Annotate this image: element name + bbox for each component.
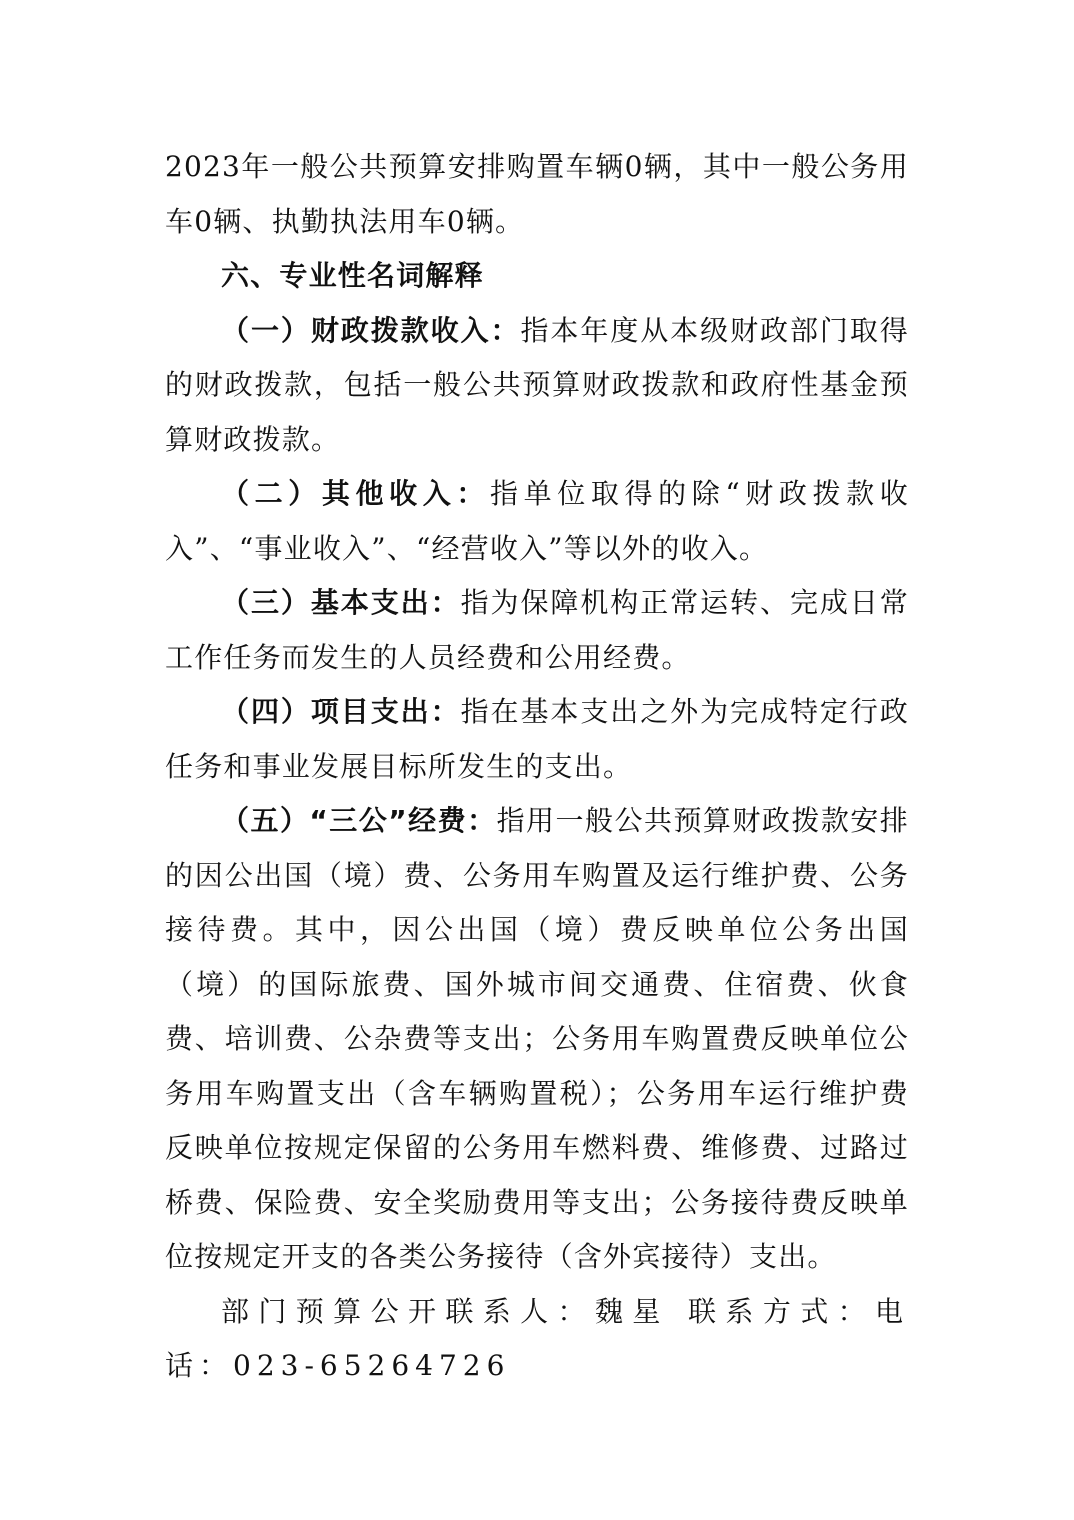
definition-term-4: （四）项目支出：: [221, 695, 461, 728]
section-heading-text: 六、专业性名词解释: [221, 259, 484, 292]
definition-term-5: （五）“三公”经费：: [221, 804, 497, 837]
definition-text-3: 指为保障机构正常运转、完成日常工作任务而发生的人员经费和公用经费。: [165, 586, 909, 674]
definition-term-2: （二）其他收入：: [221, 477, 490, 510]
definition-text-5: 指用一般公共预算财政拨款安排的因公出国（境）费、公务用车购置及运行维护费、公务接待费。其中，因公出国（境）费反映单位公务出国（境）的国际旅费、国外城市间交通费、住宿费、伙食费、培训费、公杂费等支出；公务用车购置费反映单位公务用车购置支出（含车辆购置税）；公务用车运行维护费反映单位按规定保留的公务用车燃料费、维修费、过路过桥费、保险费、安全奖励费用等支出；公务接待费反映单位按规定开支的各类公务接待（含外宾接待）支出。: [165, 804, 909, 1273]
definition-text-4: 指在基本支出之外为完成特定行政任务和事业发展目标所发生的支出。: [165, 695, 909, 783]
definition-term-3: （三）基本支出：: [221, 586, 461, 619]
definition-item-1: [165, 304, 909, 468]
definition-item-3: [165, 576, 909, 685]
definition-text-1: 指本年度从本级财政部门取得的财政拨款，包括一般公共预算财政拨款和政府性基金预算财政拨款。: [165, 313, 909, 456]
definition-term-1: （一）财政拨款收入：: [221, 313, 521, 347]
definition-item-5: [165, 794, 909, 1285]
section-heading: [165, 249, 909, 304]
definition-item-4: [165, 685, 909, 794]
definition-item-2: [165, 467, 909, 576]
contact-paragraph: 部门预算公开联系人：魏星 联系方式：电话：023-65264726: [165, 1294, 909, 1382]
definition-text-2: 指单位取得的除“财政拨款收入”、“事业收入”、“经营收入”等以外的收入。: [165, 477, 909, 565]
vehicle-paragraph: 2023年一般公共预算安排购置车辆0辆，其中一般公务用车0辆、执勤执法用车0辆。: [165, 150, 909, 238]
